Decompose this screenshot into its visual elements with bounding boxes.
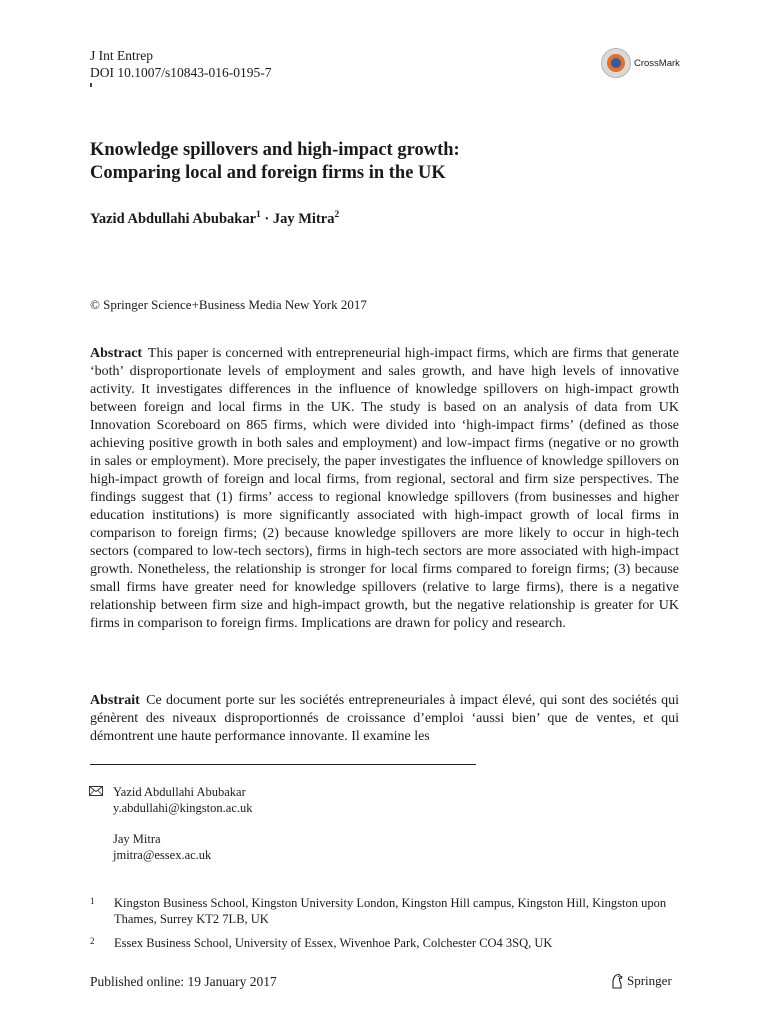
copyright-notice: © Springer Science+Business Media New York 2017 [90,297,367,312]
journal-header [90,47,272,81]
publisher-logo [610,973,672,989]
abstract-label: Abstract [90,346,143,361]
footnote-rule [90,764,476,765]
abstrait-text: Ce document porte sur les sociétés entrepreneuriales à impact élevé, qui sont des sociétés qui génèrent des niveaux disproportionnés de croissance d’emploi ‘aussi bien’ que de ventes, et qui démontrent une haute performance innovante. Il examine les [90,693,679,744]
doi[interactable]: DOI 10.1007/s10843-016-0195-7 [90,65,272,80]
publisher-name: Springer [627,973,672,988]
crossmark-badge[interactable] [601,48,680,78]
contact-name: Jay Mitra [113,832,161,846]
article-title [90,139,690,185]
affiliation-number: 2 [90,936,95,946]
abstrait-paragraph [90,692,679,746]
envelope-icon [89,784,113,816]
crossmark-label: CrossMark [634,57,680,69]
contact-entry [89,831,253,863]
affiliation-list [90,895,680,959]
contact-block [89,784,253,878]
published-date: Published online: 19 January 2017 [90,974,277,989]
title-line-1: Knowledge spillovers and high-impact growth: [90,140,460,160]
journal-name: J Int Entrep [90,48,153,63]
affiliation-text: Kingston Business School, Kingston University London, Kingston Hill campus, Kingston Hill, Kingston upon Thames, Surrey KT2 7LB, UK [114,896,667,926]
abstract-text: This paper is concerned with entrepreneurial high-impact firms, which are firms that generate ‘both’ disproportionate levels of employment and sales growth, and have high levels of innovative activity. It investigates differences in the influence of knowledge spillovers on high-impact growth between foreign and local firms in the UK. The study is based on an analysis of data from UK Innovation Scoreboard on 865 firms, which were divided into ‘high-impact firms’ (defined as those achieving positive growth in both sales and employment) and low-impact firms (negative or no growth in sales or employment). More precisely, the paper investigates the influence of knowledge spillovers on high-impact growth of foreign and local firms, from regional, sectoral and firm size perspectives. The findings suggest that (1) firms’ access to regional knowledge spillovers (from businesses and higher education institutions) is more significantly associated with high-impact growth of local firms in comparison to foreign firms; (2) because knowledge spillovers are more likely to occur in high-tech sectors (compared to low-tech sectors), firms in high-tech sectors are more associated with high-impact growth. Nonetheless, the relationship is stronger for local firms compared to foreign firms; (3) because small firms have greater need for knowledge spillovers (relative to large firms), there is a negative relationship between firm size and high-impact growth, but the negative relationship is greater for UK firms in comparison to foreign firms. Implications are drawn for policy and research. [90,346,680,631]
crossmark-icon [601,48,631,78]
affiliation-item [90,895,680,927]
affiliation-text: Essex Business School, University of Essex, Wivenhoe Park, Colchester CO4 3SQ, UK [114,936,553,950]
author-affiliation-ref: 2 [334,210,340,220]
author-separator: · [264,211,270,227]
author-affiliation-ref: 1 [256,210,261,220]
affiliation-item [90,935,680,951]
contact-email[interactable]: jmitra@essex.ac.uk [113,848,212,862]
affiliation-number: 1 [90,896,95,906]
author-name: Jay Mitra [272,211,335,227]
author-name: Yazid Abdullahi Abubakar [90,211,257,227]
abstract-paragraph [90,345,679,633]
contact-name: Yazid Abdullahi Abubakar [113,785,246,799]
springer-horse-icon [610,973,624,989]
title-line-2: Comparing local and foreign firms in the UK [90,163,446,183]
contact-entry [89,784,253,816]
contact-email[interactable]: y.abdullahi@kingston.ac.uk [113,801,253,815]
abstrait-label: Abstrait [90,693,140,708]
crop-tick [90,83,92,87]
author-list [90,206,339,228]
